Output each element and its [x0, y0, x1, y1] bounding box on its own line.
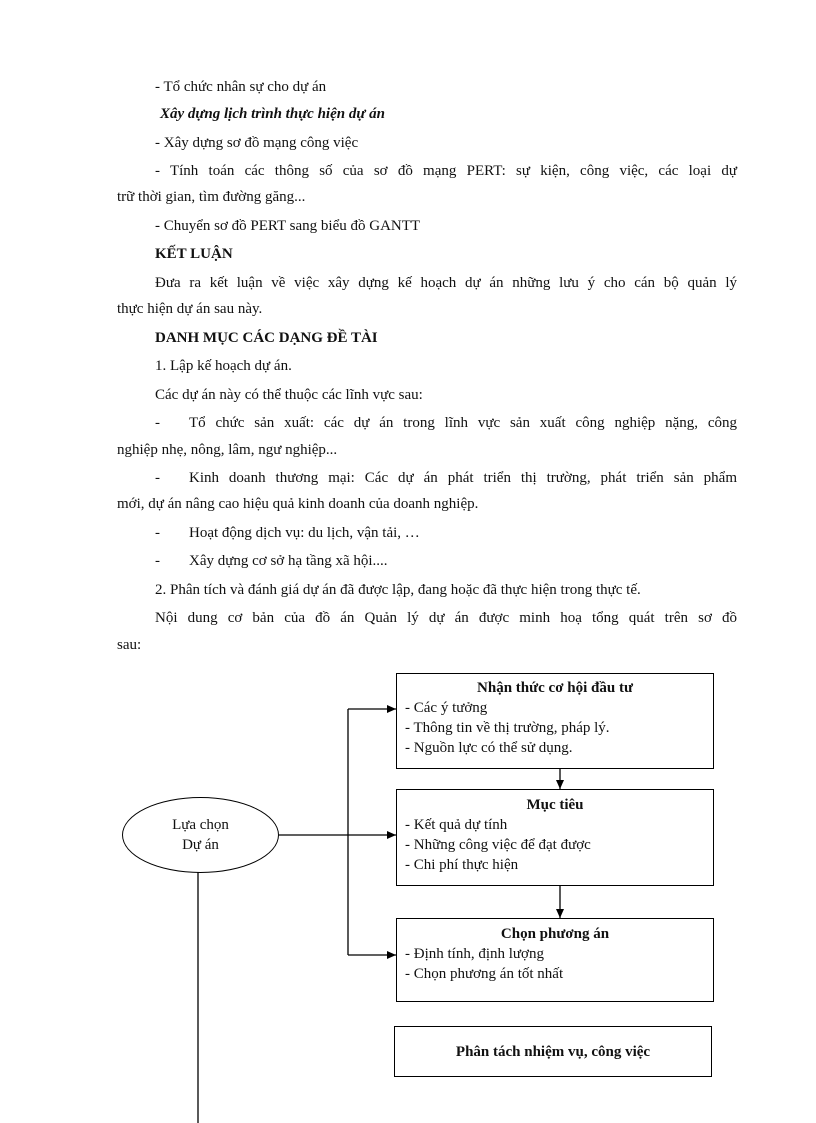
bullet-dash: - — [155, 470, 160, 486]
box-item: - Chi phí thực hiện — [405, 857, 519, 873]
text-line: Nội dung cơ bản của đồ án Quản lý dự án được minh hoạ tổng quát trên sơ đồ — [155, 610, 737, 626]
text-line: Tổ chức sản xuất: các dự án trong lĩnh vực sản xuất công nghiệp nặng, công — [189, 415, 737, 431]
text-line: Các dự án này có thể thuộc các lĩnh vực sau: — [155, 387, 423, 403]
box-item: - Kết quả dự tính — [405, 817, 508, 833]
text-line: 1. Lập kế hoạch dự án. — [155, 358, 292, 374]
bullet-dash: - — [155, 553, 160, 569]
select-project-oval — [122, 797, 279, 873]
text-line: Kinh doanh thương mại: Các dự án phát triển thị trường, phát triển sản phẩm — [189, 470, 737, 486]
text-line: Đưa ra kết luận về việc xây dựng kế hoạch dự án những lưu ý cho cán bộ quản lý — [155, 275, 737, 291]
box-item: - Nguồn lực có thể sử dụng. — [405, 740, 573, 756]
bullet-dash: - — [155, 525, 160, 541]
text-line: - Xây dựng sơ đồ mạng công việc — [155, 135, 359, 151]
box-item: - Những công việc để đạt được — [405, 837, 591, 853]
box-choose-option — [396, 918, 714, 1002]
box-item: - Các ý tưởng — [405, 700, 488, 716]
oval-label-2: Dự án — [182, 837, 219, 853]
text-line: Xây dựng cơ sở hạ tầng xã hội.... — [189, 553, 388, 569]
box-item: - Định tính, định lượng — [405, 946, 544, 962]
box-investment-opportunity — [396, 673, 714, 769]
heading-conclusion: KẾT LUẬN — [155, 246, 233, 262]
box-title: Mục tiêu — [526, 797, 584, 813]
text-line: thực hiện dự án sau này. — [117, 301, 263, 317]
box-title: Phân tách nhiệm vụ, công việc — [455, 1043, 651, 1060]
heading-schedule: Xây dựng lịch trình thực hiện dự án — [160, 106, 385, 122]
text-line: Hoạt động dịch vụ: du lịch, vận tải, … — [189, 525, 420, 541]
text-line: trữ thời gian, tìm đường găng... — [117, 189, 306, 205]
text-line: - Tính toán các thông số của sơ đồ mạng PERT: sự kiện, công việc, các loại dự — [155, 163, 737, 179]
bullet-dash: - — [155, 415, 160, 431]
text-line: nghiệp nhẹ, nông, lâm, ngư nghiệp... — [117, 442, 338, 458]
heading-topics: DANH MỤC CÁC DẠNG ĐỀ TÀI — [155, 330, 378, 346]
text-line: - Chuyển sơ đồ PERT sang biểu đồ GANTT — [155, 218, 421, 234]
box-title: Nhận thức cơ hội đầu tư — [477, 680, 633, 696]
box-title: Chọn phương án — [500, 926, 610, 942]
oval-label-1: Lựa chọn — [172, 817, 229, 833]
box-objectives — [396, 789, 714, 886]
box-item: - Chọn phương án tốt nhất — [405, 966, 564, 982]
text-line: sau: — [117, 637, 142, 653]
text-line: - Tổ chức nhân sự cho dự án — [155, 79, 327, 95]
text-line: mới, dự án nâng cao hiệu quả kinh doanh của doanh nghiệp. — [117, 496, 479, 512]
box-task-breakdown — [394, 1026, 712, 1077]
box-item: - Thông tin về thị trường, pháp lý. — [405, 720, 610, 736]
text-line: 2. Phân tích và đánh giá dự án đã được lập, đang hoặc đã thực hiện trong thực tế. — [155, 582, 641, 598]
